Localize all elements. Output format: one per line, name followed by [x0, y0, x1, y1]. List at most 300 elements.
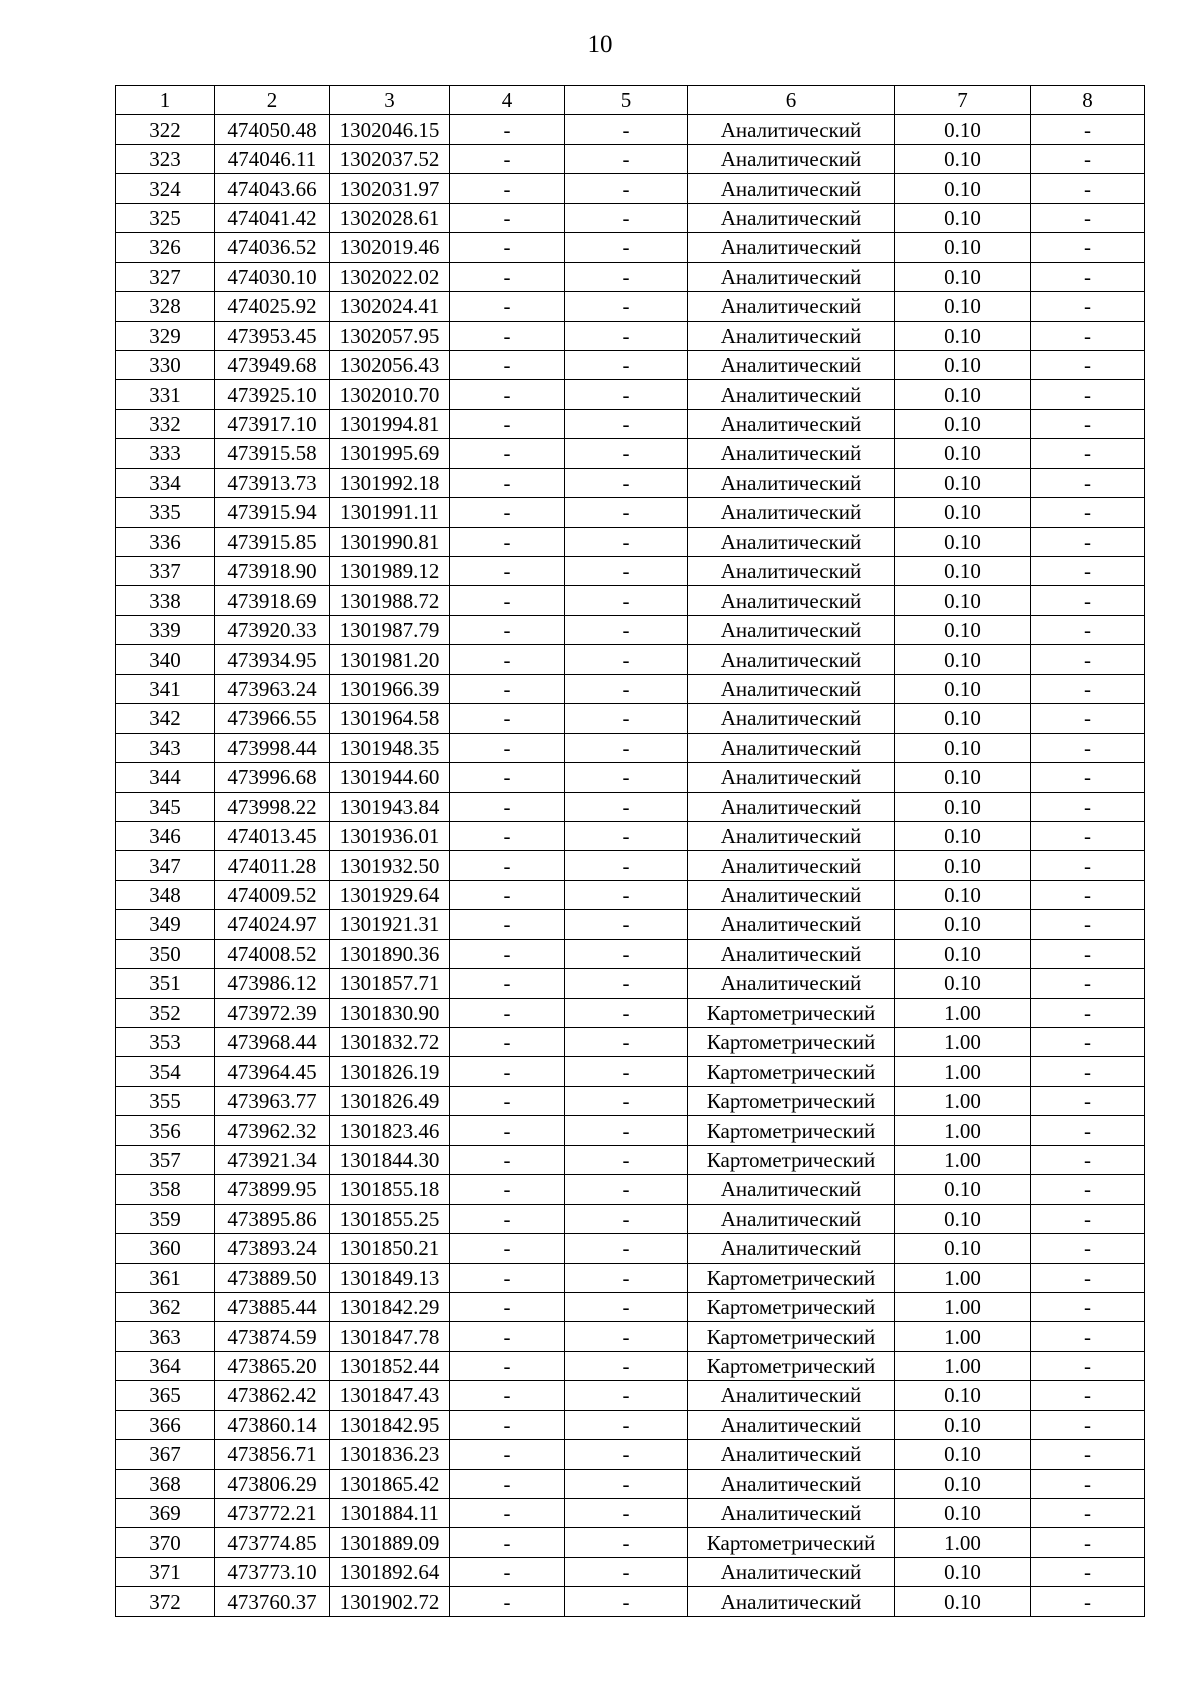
table-cell: 332: [116, 409, 215, 438]
table-cell: 1302019.46: [330, 233, 450, 262]
table-cell: 1301994.81: [330, 409, 450, 438]
table-cell: -: [565, 1234, 688, 1263]
table-cell: 1301852.44: [330, 1351, 450, 1380]
table-cell: Аналитический: [688, 498, 895, 527]
table-cell: -: [565, 1292, 688, 1321]
table-cell: -: [450, 939, 565, 968]
table-cell: -: [1031, 262, 1145, 291]
table-cell: 0.10: [895, 792, 1031, 821]
table-cell: -: [1031, 1528, 1145, 1557]
table-cell: Картометрический: [688, 1528, 895, 1557]
table-cell: 1301865.42: [330, 1469, 450, 1498]
table-cell: Аналитический: [688, 792, 895, 821]
table-row: [116, 468, 1145, 497]
table-cell: -: [565, 939, 688, 968]
table-cell: -: [565, 704, 688, 733]
table-cell: 1301830.90: [330, 998, 450, 1027]
table-cell: Аналитический: [688, 1440, 895, 1469]
table-cell: -: [450, 1528, 565, 1557]
table-cell: Аналитический: [688, 350, 895, 379]
table-cell: -: [565, 1410, 688, 1439]
table-cell: 1301832.72: [330, 1028, 450, 1057]
table-cell: 473968.44: [215, 1028, 330, 1057]
table-cell: 353: [116, 1028, 215, 1057]
table-cell: 1302037.52: [330, 144, 450, 173]
table-cell: -: [565, 468, 688, 497]
table-cell: -: [1031, 615, 1145, 644]
table-cell: 1.00: [895, 1145, 1031, 1174]
table-cell: Аналитический: [688, 763, 895, 792]
table-cell: -: [450, 144, 565, 173]
table-cell: 0.10: [895, 144, 1031, 173]
table-cell: 474025.92: [215, 292, 330, 321]
table-cell: 473925.10: [215, 380, 330, 409]
table-cell: 473964.45: [215, 1057, 330, 1086]
table-cell: -: [565, 1057, 688, 1086]
table-cell: 1302057.95: [330, 321, 450, 350]
table-cell: 1301842.29: [330, 1292, 450, 1321]
table-cell: 368: [116, 1469, 215, 1498]
table-cell: Картометрический: [688, 1322, 895, 1351]
table-cell: -: [565, 1440, 688, 1469]
table-cell: 1301992.18: [330, 468, 450, 497]
table-cell: 473918.69: [215, 586, 330, 615]
table-cell: 473920.33: [215, 615, 330, 644]
table-cell: -: [565, 1587, 688, 1616]
table-cell: 0.10: [895, 174, 1031, 203]
table-cell: 325: [116, 203, 215, 232]
table-cell: 349: [116, 910, 215, 939]
table-cell: -: [450, 1057, 565, 1086]
table-cell: 1.00: [895, 998, 1031, 1027]
table-cell: 0.10: [895, 645, 1031, 674]
table-cell: -: [450, 557, 565, 586]
table-cell: -: [565, 1351, 688, 1380]
table-cell: 473918.90: [215, 557, 330, 586]
table-cell: 0.10: [895, 674, 1031, 703]
table-cell: 0.10: [895, 1381, 1031, 1410]
table-cell: 473885.44: [215, 1292, 330, 1321]
table-row: [116, 1410, 1145, 1439]
table-cell: 1301948.35: [330, 733, 450, 762]
table-cell: -: [1031, 1469, 1145, 1498]
table-cell: -: [450, 203, 565, 232]
table-cell: 365: [116, 1381, 215, 1410]
table-cell: 1301936.01: [330, 821, 450, 850]
column-header: 1: [116, 86, 215, 115]
table-cell: -: [450, 292, 565, 321]
table-row: [116, 1351, 1145, 1380]
table-cell: 0.10: [895, 115, 1031, 144]
table-cell: Картометрический: [688, 1028, 895, 1057]
table-cell: -: [450, 1116, 565, 1145]
table-cell: 1.00: [895, 1322, 1031, 1351]
table-cell: -: [1031, 1440, 1145, 1469]
table-cell: 473889.50: [215, 1263, 330, 1292]
table-cell: -: [1031, 409, 1145, 438]
table-cell: -: [450, 1351, 565, 1380]
table-cell: 356: [116, 1116, 215, 1145]
table-cell: 473934.95: [215, 645, 330, 674]
table-row: [116, 380, 1145, 409]
table-cell: -: [1031, 468, 1145, 497]
table-cell: 1301902.72: [330, 1587, 450, 1616]
table-cell: 337: [116, 557, 215, 586]
table-cell: -: [450, 1175, 565, 1204]
table-cell: 1301964.58: [330, 704, 450, 733]
table-cell: 474013.45: [215, 821, 330, 850]
table-row: [116, 292, 1145, 321]
table-cell: 1301844.30: [330, 1145, 450, 1174]
table-cell: 352: [116, 998, 215, 1027]
table-cell: -: [1031, 674, 1145, 703]
table-cell: 1.00: [895, 1057, 1031, 1086]
table-cell: 364: [116, 1351, 215, 1380]
table-cell: -: [450, 468, 565, 497]
table-cell: 1302022.02: [330, 262, 450, 291]
table-row: [116, 880, 1145, 909]
table-cell: 473915.94: [215, 498, 330, 527]
table-cell: -: [565, 674, 688, 703]
table-cell: 0.10: [895, 203, 1031, 232]
table-row: [116, 174, 1145, 203]
table-row: [116, 1322, 1145, 1351]
table-cell: Аналитический: [688, 910, 895, 939]
table-cell: 0.10: [895, 615, 1031, 644]
table-cell: Аналитический: [688, 821, 895, 850]
table-cell: 345: [116, 792, 215, 821]
table-cell: -: [450, 1292, 565, 1321]
table-cell: 0.10: [895, 1499, 1031, 1528]
table-row: [116, 969, 1145, 998]
table-cell: -: [450, 1028, 565, 1057]
table-cell: -: [1031, 292, 1145, 321]
table-cell: -: [565, 292, 688, 321]
table-cell: 357: [116, 1145, 215, 1174]
table-cell: Аналитический: [688, 1557, 895, 1586]
table-cell: 1301921.31: [330, 910, 450, 939]
table-cell: Аналитический: [688, 880, 895, 909]
table-cell: 347: [116, 851, 215, 880]
table-cell: 351: [116, 969, 215, 998]
table-cell: Аналитический: [688, 144, 895, 173]
table-cell: Аналитический: [688, 645, 895, 674]
table-row: [116, 1381, 1145, 1410]
table-cell: 366: [116, 1410, 215, 1439]
table-cell: Аналитический: [688, 1499, 895, 1528]
table-cell: -: [1031, 645, 1145, 674]
table-cell: -: [1031, 821, 1145, 850]
table-cell: -: [565, 1116, 688, 1145]
table-cell: 473963.24: [215, 674, 330, 703]
table-cell: -: [565, 1175, 688, 1204]
table-cell: Аналитический: [688, 1410, 895, 1439]
table-cell: -: [565, 409, 688, 438]
table-cell: 0.10: [895, 969, 1031, 998]
table-cell: Аналитический: [688, 380, 895, 409]
table-cell: 1301847.43: [330, 1381, 450, 1410]
table-row: [116, 1028, 1145, 1057]
table-cell: 473856.71: [215, 1440, 330, 1469]
table-cell: 334: [116, 468, 215, 497]
table-cell: 1.00: [895, 1292, 1031, 1321]
table-cell: -: [450, 792, 565, 821]
table-cell: 322: [116, 115, 215, 144]
table-cell: 1301847.78: [330, 1322, 450, 1351]
table-cell: -: [565, 321, 688, 350]
table-cell: 348: [116, 880, 215, 909]
table-cell: -: [1031, 1351, 1145, 1380]
table-cell: 473860.14: [215, 1410, 330, 1439]
table-cell: 362: [116, 1292, 215, 1321]
table-cell: 1302010.70: [330, 380, 450, 409]
table-cell: 474041.42: [215, 203, 330, 232]
table-row: [116, 851, 1145, 880]
table-cell: -: [565, 1028, 688, 1057]
table-cell: -: [450, 851, 565, 880]
table-cell: 1.00: [895, 1263, 1031, 1292]
table-cell: -: [565, 498, 688, 527]
table-cell: -: [1031, 1292, 1145, 1321]
table-cell: 473917.10: [215, 409, 330, 438]
table-cell: 473774.85: [215, 1528, 330, 1557]
table-cell: -: [450, 1557, 565, 1586]
table-cell: 0.10: [895, 527, 1031, 556]
table-cell: -: [1031, 1499, 1145, 1528]
table-cell: 323: [116, 144, 215, 173]
table-row: [116, 527, 1145, 556]
table-cell: 343: [116, 733, 215, 762]
table-cell: 350: [116, 939, 215, 968]
table-cell: 346: [116, 821, 215, 850]
table-cell: 0.10: [895, 409, 1031, 438]
table-cell: -: [450, 1263, 565, 1292]
table-cell: 369: [116, 1499, 215, 1528]
table-row: [116, 792, 1145, 821]
table-cell: -: [565, 262, 688, 291]
table-cell: 330: [116, 350, 215, 379]
table-cell: 354: [116, 1057, 215, 1086]
table-row: [116, 1292, 1145, 1321]
table-cell: 336: [116, 527, 215, 556]
table-cell: 344: [116, 763, 215, 792]
table-cell: 474009.52: [215, 880, 330, 909]
table-cell: 474046.11: [215, 144, 330, 173]
table-cell: 1301826.19: [330, 1057, 450, 1086]
table-cell: 1301966.39: [330, 674, 450, 703]
table-cell: 1302031.97: [330, 174, 450, 203]
table-cell: 1301826.49: [330, 1086, 450, 1115]
table-cell: 338: [116, 586, 215, 615]
table-cell: Аналитический: [688, 203, 895, 232]
table-cell: -: [450, 733, 565, 762]
table-cell: -: [565, 998, 688, 1027]
table-cell: Картометрический: [688, 1263, 895, 1292]
table-row: [116, 144, 1145, 173]
table-cell: -: [450, 1587, 565, 1616]
table-cell: Аналитический: [688, 439, 895, 468]
table-cell: -: [565, 586, 688, 615]
table-cell: 1.00: [895, 1528, 1031, 1557]
table-cell: 473998.44: [215, 733, 330, 762]
column-header: 5: [565, 86, 688, 115]
table-cell: 473966.55: [215, 704, 330, 733]
table-cell: 473972.39: [215, 998, 330, 1027]
table-row: [116, 498, 1145, 527]
table-cell: 473895.86: [215, 1204, 330, 1233]
table-row: [116, 1528, 1145, 1557]
table-cell: Картометрический: [688, 1351, 895, 1380]
table-cell: 473806.29: [215, 1469, 330, 1498]
table-cell: Аналитический: [688, 468, 895, 497]
table-row: [116, 115, 1145, 144]
table-cell: 342: [116, 704, 215, 733]
table-row: [116, 203, 1145, 232]
table-cell: -: [1031, 851, 1145, 880]
table-cell: 474030.10: [215, 262, 330, 291]
table-row: [116, 1263, 1145, 1292]
table-cell: 0.10: [895, 1204, 1031, 1233]
table-cell: -: [565, 1263, 688, 1292]
table-cell: -: [1031, 380, 1145, 409]
table-cell: -: [450, 1086, 565, 1115]
table-cell: Аналитический: [688, 1587, 895, 1616]
table-cell: 1.00: [895, 1086, 1031, 1115]
table-cell: -: [450, 1234, 565, 1263]
table-cell: -: [565, 969, 688, 998]
table-cell: -: [1031, 1057, 1145, 1086]
table-cell: 1301987.79: [330, 615, 450, 644]
table-row: [116, 763, 1145, 792]
table-row: [116, 910, 1145, 939]
table-cell: 1301890.36: [330, 939, 450, 968]
table-cell: -: [565, 763, 688, 792]
table-cell: -: [1031, 586, 1145, 615]
table-cell: -: [450, 969, 565, 998]
table-cell: Аналитический: [688, 321, 895, 350]
table-cell: 1301944.60: [330, 763, 450, 792]
table-cell: -: [450, 1440, 565, 1469]
table-cell: -: [1031, 939, 1145, 968]
table-row: [116, 262, 1145, 291]
table-cell: 1302028.61: [330, 203, 450, 232]
table-cell: Аналитический: [688, 851, 895, 880]
table-cell: 1301857.71: [330, 969, 450, 998]
table-cell: Аналитический: [688, 615, 895, 644]
coordinates-table: [115, 85, 1145, 1617]
table-cell: 327: [116, 262, 215, 291]
table-cell: -: [1031, 792, 1145, 821]
table-cell: -: [450, 674, 565, 703]
table-cell: 1301850.21: [330, 1234, 450, 1263]
table-cell: 0.10: [895, 468, 1031, 497]
table-cell: -: [1031, 1086, 1145, 1115]
table-cell: -: [450, 262, 565, 291]
table-cell: 0.10: [895, 233, 1031, 262]
table-cell: -: [450, 615, 565, 644]
table-cell: 1302046.15: [330, 115, 450, 144]
table-row: [116, 1499, 1145, 1528]
table-cell: 0.10: [895, 498, 1031, 527]
table-cell: -: [1031, 498, 1145, 527]
table-cell: 355: [116, 1086, 215, 1115]
table-cell: -: [1031, 115, 1145, 144]
table-cell: 474043.66: [215, 174, 330, 203]
table-cell: -: [1031, 144, 1145, 173]
table-row: [116, 321, 1145, 350]
table-cell: 372: [116, 1587, 215, 1616]
table-row: [116, 733, 1145, 762]
table-cell: 0.10: [895, 439, 1031, 468]
table-cell: 341: [116, 674, 215, 703]
column-header: 7: [895, 86, 1031, 115]
table-cell: -: [450, 1145, 565, 1174]
table-cell: -: [450, 910, 565, 939]
table-cell: 339: [116, 615, 215, 644]
table-cell: 1.00: [895, 1351, 1031, 1380]
table-row: [116, 1440, 1145, 1469]
table-row: [116, 939, 1145, 968]
table-cell: 1301884.11: [330, 1499, 450, 1528]
table-cell: -: [1031, 321, 1145, 350]
table-cell: -: [565, 1086, 688, 1115]
table-cell: -: [1031, 1028, 1145, 1057]
table-cell: -: [565, 1322, 688, 1351]
table-cell: 473996.68: [215, 763, 330, 792]
table-cell: 0.10: [895, 1557, 1031, 1586]
table-cell: Аналитический: [688, 939, 895, 968]
table-cell: 473921.34: [215, 1145, 330, 1174]
table-cell: -: [1031, 1204, 1145, 1233]
table-cell: -: [1031, 880, 1145, 909]
table-cell: 360: [116, 1234, 215, 1263]
table-row: [116, 1204, 1145, 1233]
table-cell: -: [450, 704, 565, 733]
table-row: [116, 409, 1145, 438]
table-cell: -: [565, 557, 688, 586]
table-cell: 473760.37: [215, 1587, 330, 1616]
table-cell: -: [565, 1204, 688, 1233]
table-cell: -: [1031, 910, 1145, 939]
table-cell: 371: [116, 1557, 215, 1586]
table-cell: Аналитический: [688, 409, 895, 438]
table-cell: 331: [116, 380, 215, 409]
table-cell: -: [1031, 1322, 1145, 1351]
table-cell: 340: [116, 645, 215, 674]
table-cell: 0.10: [895, 880, 1031, 909]
table-cell: 324: [116, 174, 215, 203]
table-cell: 473915.85: [215, 527, 330, 556]
table-cell: 0.10: [895, 380, 1031, 409]
table-cell: -: [450, 409, 565, 438]
table-cell: 0.10: [895, 939, 1031, 968]
table-cell: -: [1031, 439, 1145, 468]
table-cell: -: [1031, 763, 1145, 792]
table-row: [116, 704, 1145, 733]
table-cell: -: [565, 1499, 688, 1528]
table-cell: 1301855.18: [330, 1175, 450, 1204]
table-cell: -: [450, 321, 565, 350]
table-cell: 0.10: [895, 557, 1031, 586]
table-cell: -: [565, 733, 688, 762]
table-cell: 329: [116, 321, 215, 350]
table-cell: 473986.12: [215, 969, 330, 998]
table-cell: -: [1031, 203, 1145, 232]
table-cell: 1301989.12: [330, 557, 450, 586]
table-cell: -: [1031, 733, 1145, 762]
table-cell: -: [565, 174, 688, 203]
table-cell: 473949.68: [215, 350, 330, 379]
